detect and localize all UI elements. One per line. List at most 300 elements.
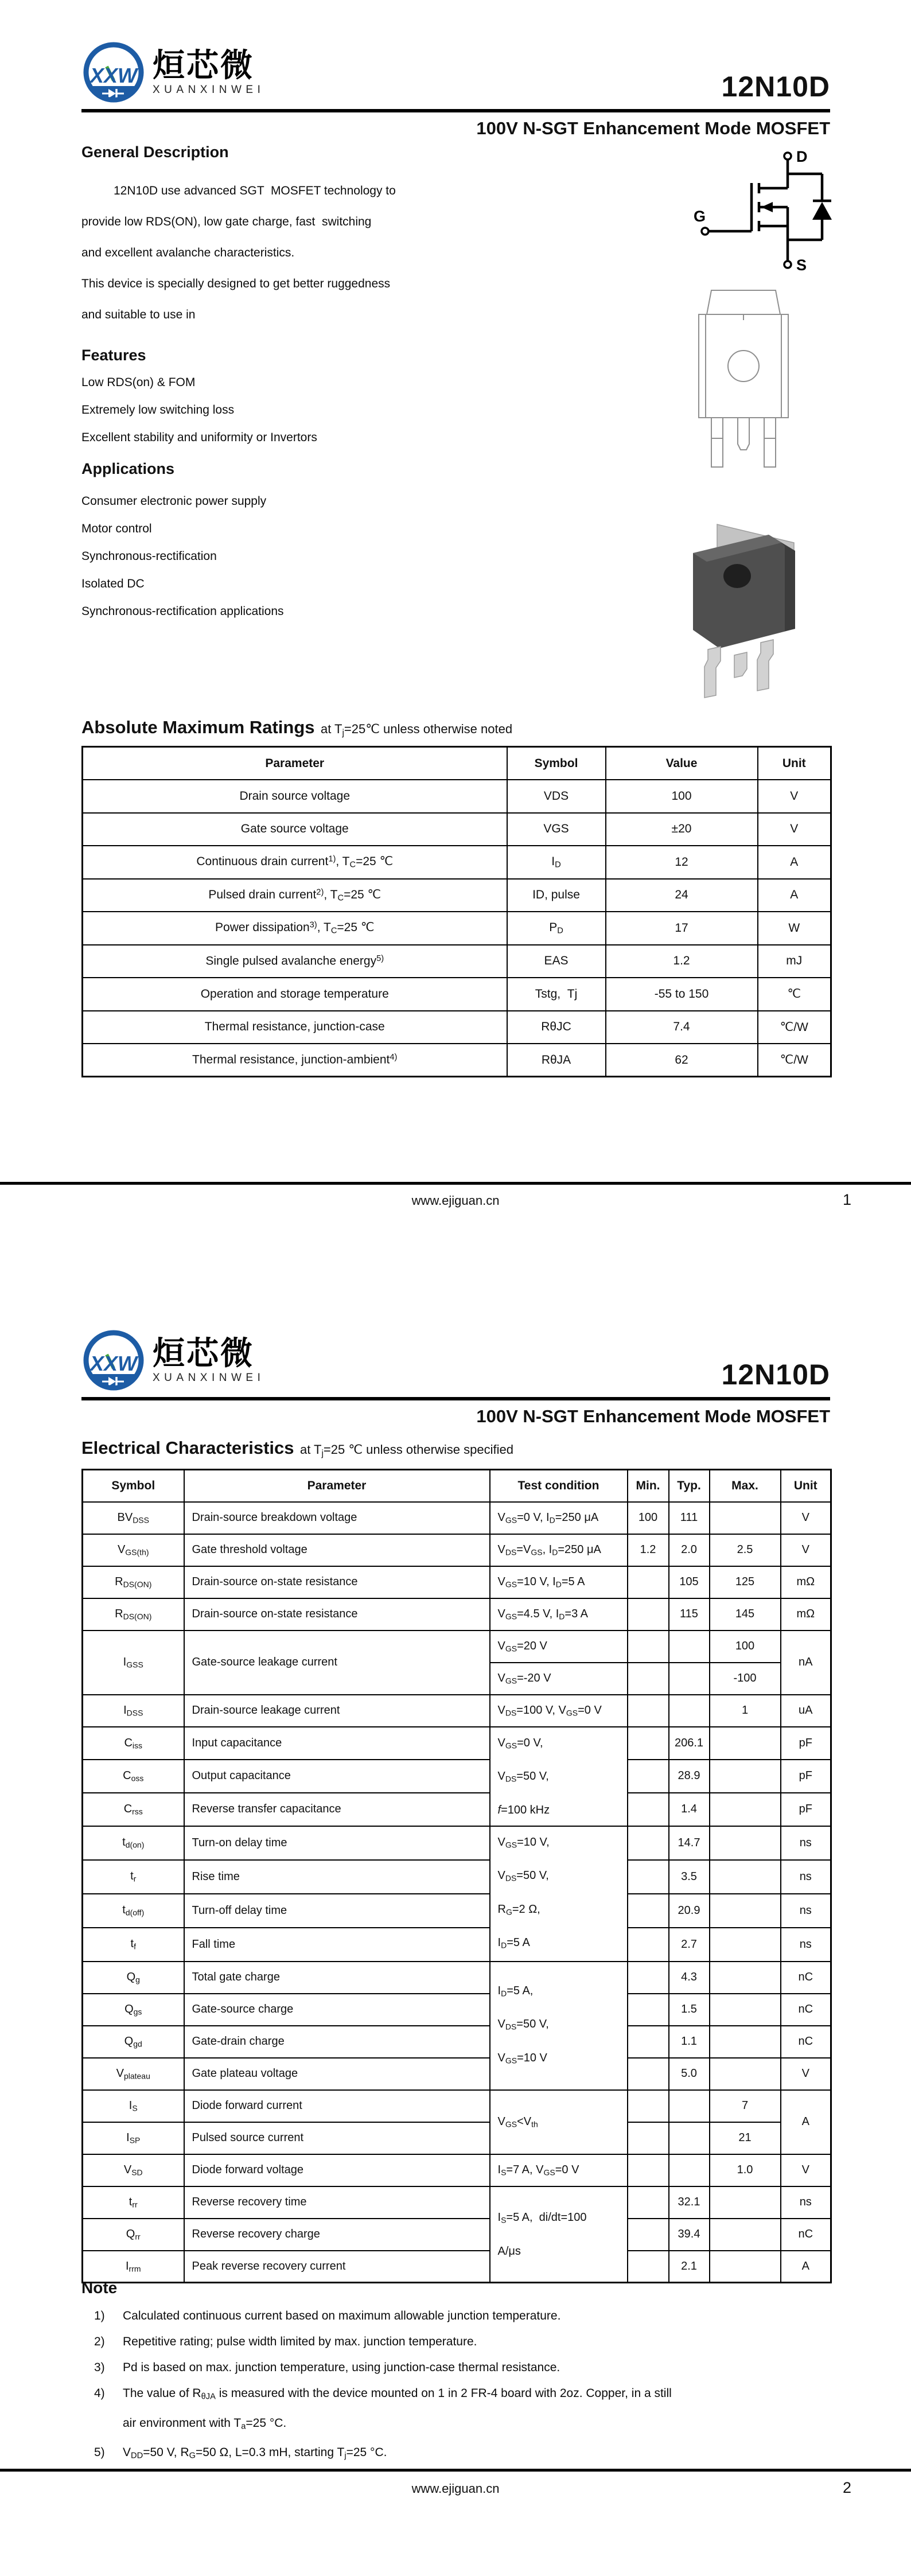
table-cell — [628, 1598, 669, 1631]
features-title: Features — [81, 347, 146, 364]
table-cell: Fall time — [184, 1928, 490, 1962]
column-header: Typ. — [669, 1470, 710, 1502]
table-cell — [710, 2186, 781, 2219]
table-row — [83, 1928, 831, 1962]
pin-label-source: S — [796, 256, 807, 274]
table-header-row — [83, 747, 831, 780]
table-row — [83, 2251, 831, 2283]
column-header: Symbol — [507, 747, 606, 780]
note-number: 3) — [94, 2361, 105, 2374]
general-description-text — [81, 176, 529, 330]
table-cell: 5.0 — [669, 2058, 710, 2090]
table-cell: V — [781, 1534, 831, 1566]
table-cell: $V_{GS}=10$ V, $I_D=5$ A — [490, 1566, 628, 1598]
table-cell: V — [758, 813, 831, 846]
features-list — [81, 369, 529, 452]
table-cell — [628, 2058, 669, 2090]
header-rule — [81, 1397, 830, 1400]
column-header: Value — [606, 747, 758, 780]
table-cell: Reverse recovery charge — [184, 2219, 490, 2251]
table-cell: $V_{DS}=V_{GS}$, $I_D=250$ μA — [490, 1534, 628, 1566]
application-item: Consumer electronic power supply — [81, 495, 267, 508]
table-cell: nC — [781, 2026, 831, 2058]
table-cell: nC — [781, 1962, 831, 1994]
page-subtitle: 100V N-SGT Enhancement Mode MOSFET — [476, 1406, 830, 1426]
footer-website: www.ejiguan.cn — [411, 1193, 500, 1208]
table-cell — [710, 1894, 781, 1928]
application-item: Motor control — [81, 522, 152, 535]
table-cell — [710, 2058, 781, 2090]
table-cell — [710, 1994, 781, 2026]
table-cell: $I_{rrm}$ — [83, 2251, 184, 2283]
table-row — [83, 1760, 831, 1793]
table-row — [83, 1566, 831, 1598]
mosfet-symbol-diagram — [691, 148, 881, 274]
table-cell: A — [758, 846, 831, 879]
table-row — [83, 945, 831, 978]
table-cell: 100 — [628, 1502, 669, 1534]
table-cell: $C_{oss}$ — [83, 1760, 184, 1793]
table-cell: $I_{GSS}$ — [83, 1631, 184, 1695]
table-cell: $V_{GS}=0$ V, $V_{DS}=50$ V, f=100 kHz — [490, 1727, 628, 1826]
table-cell: $V_{GS}=4.5$ V, $I_D=3$ A — [490, 1598, 628, 1631]
table-row — [83, 1994, 831, 2026]
table-cell — [669, 1631, 710, 1663]
table-cell: 1.0 — [710, 2154, 781, 2186]
table-cell: 2.1 — [669, 2251, 710, 2283]
table-cell — [628, 1631, 669, 1663]
table-row — [83, 1598, 831, 1631]
table-cell: mJ — [758, 945, 831, 978]
table-cell: Thermal resistance, junction-case — [83, 1011, 507, 1044]
table-cell: RθJA — [507, 1044, 606, 1077]
electrical-characteristics-title-suffix: at $T_j=25$ ℃ unless otherwise specified — [299, 1442, 513, 1458]
table-cell: 1.2 — [606, 945, 758, 978]
table-cell: 28.9 — [669, 1760, 710, 1793]
table-cell: V — [781, 1502, 831, 1534]
column-header: Min. — [628, 1470, 669, 1502]
general-description-title: General Description — [81, 143, 229, 161]
table-cell: Drain-source leakage current — [184, 1695, 490, 1727]
table-cell: Output capacitance — [184, 1760, 490, 1793]
table-cell: ns — [781, 2186, 831, 2219]
table-cell: ℃/W — [758, 1044, 831, 1077]
table-cell: Turn-off delay time — [184, 1894, 490, 1928]
table-cell — [669, 2122, 710, 2154]
table-cell: 2.7 — [669, 1928, 710, 1962]
table-row — [83, 978, 831, 1011]
applications-title: Applications — [81, 460, 175, 477]
note-item — [86, 2439, 838, 2469]
table-row — [83, 2154, 831, 2186]
table-cell: $V_{GS}=-20$ V — [490, 1663, 628, 1695]
table-cell: VGS — [507, 813, 606, 846]
brand-monogram: XXW — [89, 1352, 138, 1375]
table-cell: ±20 — [606, 813, 758, 846]
brand-name-cn: 烜芯微 — [153, 1335, 254, 1371]
table-cell: 2.0 — [669, 1534, 710, 1566]
table-cell — [628, 1663, 669, 1695]
table-cell: $t_{d(on)}$ — [83, 1826, 184, 1860]
table-cell: V — [781, 2154, 831, 2186]
abs-max-title: Absolute Maximum Ratings — [81, 717, 315, 737]
table-cell: $t_{d(off)}$ — [83, 1894, 184, 1928]
table-cell — [669, 1663, 710, 1695]
table-cell: ns — [781, 1860, 831, 1894]
table-row — [83, 1860, 831, 1894]
note-number: 1) — [94, 2309, 105, 2322]
table-cell: 2.5 — [710, 1534, 781, 1566]
table-cell: Drain-source breakdown voltage — [184, 1502, 490, 1534]
table-cell: $C_{rss}$ — [83, 1793, 184, 1826]
table-cell — [710, 1860, 781, 1894]
feature-item: Low RDS(on) & FOM — [81, 376, 196, 389]
header-rule — [81, 109, 830, 112]
footer-rule — [0, 1182, 911, 1185]
note-text: $V_{DD}=50$ V, $R_G=50$ Ω, L=0.3 mH, starting $T_j=25$ °C. — [123, 2446, 387, 2461]
table-cell: 7 — [710, 2090, 781, 2122]
abs-max-title-suffix: at $T_j=25℃$ unless otherwise noted — [320, 722, 513, 738]
table-header-row — [83, 1470, 831, 1502]
table-cell: nC — [781, 2219, 831, 2251]
table-cell: $Q_{gd}$ — [83, 2026, 184, 2058]
table-cell: V — [758, 780, 831, 813]
table-cell — [628, 1727, 669, 1760]
page-number: 2 — [842, 2479, 851, 2496]
page-2 — [0, 1288, 911, 2576]
table-cell: $R_{DS(ON)}$ — [83, 1598, 184, 1631]
table-cell: 100 — [606, 780, 758, 813]
table-row — [83, 1534, 831, 1566]
table-cell: 39.4 — [669, 2219, 710, 2251]
table-cell: 105 — [669, 1566, 710, 1598]
package-3d-image — [682, 512, 808, 721]
table-cell: pF — [781, 1727, 831, 1760]
table-cell: ns — [781, 1928, 831, 1962]
table-row — [83, 813, 831, 846]
table-cell: 111 — [669, 1502, 710, 1534]
table-cell — [710, 1793, 781, 1826]
note-number: 2) — [94, 2335, 105, 2348]
table-cell: 7.4 — [606, 1011, 758, 1044]
table-row — [83, 1502, 831, 1534]
page-number: 1 — [842, 1191, 851, 1208]
table-row — [83, 2058, 831, 2090]
table-cell: $C_{iss}$ — [83, 1727, 184, 1760]
table-row — [83, 2186, 831, 2219]
note-title: Note — [81, 2279, 118, 2297]
table-cell: Thermal resistance, junction-ambient$^{4)}$ — [83, 1044, 507, 1077]
brand-name-en: XUANXINWEI — [153, 1372, 265, 1384]
column-header: Unit — [758, 747, 831, 780]
table-cell: Tstg, Tj — [507, 978, 606, 1011]
table-cell: 145 — [710, 1598, 781, 1631]
note-item — [86, 2355, 838, 2380]
table-cell — [628, 1760, 669, 1793]
table-cell: Diode forward current — [184, 2090, 490, 2122]
table-cell — [710, 1826, 781, 1860]
table-cell: $V_{GS}=20$ V — [490, 1631, 628, 1663]
brand-text — [153, 49, 264, 96]
column-header: Symbol — [83, 1470, 184, 1502]
table-cell: nC — [781, 1994, 831, 2026]
table-cell: 4.3 — [669, 1962, 710, 1994]
table-row — [83, 780, 831, 813]
applications-list — [81, 488, 529, 625]
table-cell — [710, 2026, 781, 2058]
table-cell: Reverse transfer capacitance — [184, 1793, 490, 1826]
table-row — [83, 1826, 831, 1860]
table-cell: 14.7 — [669, 1826, 710, 1860]
application-item: Isolated DC — [81, 577, 145, 590]
table-row — [83, 2090, 831, 2122]
table-cell — [628, 1566, 669, 1598]
table-cell: ns — [781, 1894, 831, 1928]
table-cell: 1.5 — [669, 1994, 710, 2026]
table-row — [83, 846, 831, 879]
table-cell: $V_{DS}=100$ V, $V_{GS}=0$ V — [490, 1695, 628, 1727]
table-cell: 1.2 — [628, 1534, 669, 1566]
table-cell — [710, 2219, 781, 2251]
table-cell: ID, pulse — [507, 879, 606, 912]
table-cell: Pulsed drain current$^{2)}$, $T_C=25$ ℃ — [83, 879, 507, 912]
table-row — [83, 1962, 831, 1994]
table-cell — [710, 1502, 781, 1534]
description-line: provide low RDS(ON), low gate charge, fast switching — [81, 215, 372, 228]
table-row — [83, 1631, 831, 1663]
table-cell: ℃ — [758, 978, 831, 1011]
note-text: Pd is based on max. junction temperature, using junction-case thermal resistance. — [123, 2361, 560, 2374]
table-cell: 1.1 — [669, 2026, 710, 2058]
electrical-characteristics-heading — [81, 1438, 513, 1459]
part-number: 12N10D — [721, 1359, 830, 1391]
description-line: and suitable to use in — [81, 308, 196, 321]
table-cell: 1.4 — [669, 1793, 710, 1826]
package-outline-drawing — [686, 285, 801, 480]
table-cell — [628, 2122, 669, 2154]
table-cell: 206.1 — [669, 1727, 710, 1760]
footer-rule — [0, 2469, 911, 2472]
column-header: Test condition — [490, 1470, 628, 1502]
table-cell: 125 — [710, 1566, 781, 1598]
table-cell: Power dissipation$^{3)}$, $T_C=25$ ℃ — [83, 912, 507, 945]
column-header: Parameter — [83, 747, 507, 780]
table-cell: $BV_{DSS}$ — [83, 1502, 184, 1534]
table-cell — [628, 2186, 669, 2219]
table-cell — [710, 1928, 781, 1962]
brand-logo — [81, 1328, 264, 1394]
table-cell — [628, 1994, 669, 2026]
column-header: Max. — [710, 1470, 781, 1502]
table-cell: Gate threshold voltage — [184, 1534, 490, 1566]
note-item — [86, 2303, 838, 2329]
table-cell — [669, 2154, 710, 2186]
table-cell: $Q_{gs}$ — [83, 1994, 184, 2026]
table-cell: nA — [781, 1631, 831, 1695]
table-cell — [628, 1894, 669, 1928]
table-cell: Gate plateau voltage — [184, 2058, 490, 2090]
table-row — [83, 879, 831, 912]
table-cell: $t_{rr}$ — [83, 2186, 184, 2219]
table-row — [83, 1695, 831, 1727]
table-cell: Reverse recovery time — [184, 2186, 490, 2219]
table-cell — [710, 2251, 781, 2283]
table-cell: VDS — [507, 780, 606, 813]
table-cell: 62 — [606, 1044, 758, 1077]
table-cell: RθJC — [507, 1011, 606, 1044]
note-text: The value of $R_{\theta JA}$ is measured with the device mounted on 1 in 2 FR-4 board with 2oz. Copper, in a still air environment with $T_a=25$ °C. — [123, 2387, 672, 2431]
note-text: Repetitive rating; pulse width limited by max. junction temperature. — [123, 2335, 477, 2348]
application-item: Synchronous-rectification applications — [81, 605, 284, 618]
table-cell — [669, 2090, 710, 2122]
table-cell: $V_{GS}=0$ V, $I_D=250$ μA — [490, 1502, 628, 1534]
table-cell — [628, 1962, 669, 1994]
pin-label-drain: D — [796, 148, 808, 165]
table-cell: $Q_g$ — [83, 1962, 184, 1994]
table-cell: Rise time — [184, 1860, 490, 1894]
table-cell: A — [781, 2251, 831, 2283]
table-cell: Continuous drain current$^{1)}$, $T_C=25$ ℃ — [83, 846, 507, 879]
brand-text — [153, 1337, 264, 1384]
table-cell: 115 — [669, 1598, 710, 1631]
table-cell: pF — [781, 1793, 831, 1826]
table-cell — [669, 1695, 710, 1727]
table-cell — [628, 1826, 669, 1860]
pin-label-gate: G — [694, 208, 706, 225]
brand-monogram: XXW — [89, 64, 138, 87]
brand-name-cn: 烜芯微 — [153, 47, 254, 83]
column-header: Parameter — [184, 1470, 490, 1502]
table-cell: Drain-source on-state resistance — [184, 1566, 490, 1598]
description-line: This device is specially designed to get better ruggedness — [81, 277, 391, 290]
table-cell: Drain-source on-state resistance — [184, 1598, 490, 1631]
table-cell: Total gate charge — [184, 1962, 490, 1994]
abs-max-heading — [81, 717, 512, 738]
table-cell: $Q_{rr}$ — [83, 2219, 184, 2251]
absolute-maximum-ratings-table — [81, 746, 832, 1077]
brand-logo — [81, 40, 264, 106]
table-cell — [628, 2154, 669, 2186]
table-cell: $V_{SD}$ — [83, 2154, 184, 2186]
table-row — [83, 1894, 831, 1928]
table-cell: $V_{GS}=10$ V, $V_{DS}=50$ V, $R_G=2$ Ω, $I_D=5$ A — [490, 1826, 628, 1962]
table-cell: 1 — [710, 1695, 781, 1727]
table-cell: Operation and storage temperature — [83, 978, 507, 1011]
table-cell: Gate-drain charge — [184, 2026, 490, 2058]
description-line: 12N10D use advanced SGT MOSFET technology to — [114, 184, 396, 197]
table-row — [83, 1011, 831, 1044]
note-number: 4) — [94, 2387, 105, 2400]
table-cell: Gate-source leakage current — [184, 1631, 490, 1695]
table-cell: Diode forward voltage — [184, 2154, 490, 2186]
table-cell: $V_{GS(th)}$ — [83, 1534, 184, 1566]
note-text: Calculated continuous current based on maximum allowable junction temperature. — [123, 2309, 561, 2322]
table-cell — [628, 1928, 669, 1962]
table-cell: $t_r$ — [83, 1860, 184, 1894]
table-cell: $I_{SP}$ — [83, 2122, 184, 2154]
brand-name-en: XUANXINWEI — [153, 84, 265, 96]
table-cell: $I_S$ — [83, 2090, 184, 2122]
table-cell — [628, 2251, 669, 2283]
table-cell: W — [758, 912, 831, 945]
part-number: 12N10D — [721, 71, 830, 103]
table-row — [83, 1793, 831, 1826]
table-cell: 21 — [710, 2122, 781, 2154]
table-cell: mΩ — [781, 1566, 831, 1598]
table-cell: ns — [781, 1826, 831, 1860]
table-cell — [628, 2219, 669, 2251]
table-cell: $I_S=7$ A, $V_{GS}=0$ V — [490, 2154, 628, 2186]
table-cell: A — [758, 879, 831, 912]
footer-website: www.ejiguan.cn — [411, 2481, 500, 2496]
table-cell: $I_S=5$ A, di/dt=100 A/μs — [490, 2186, 628, 2283]
application-item: Synchronous-rectification — [81, 550, 217, 563]
description-line: and excellent avalanche characteristics. — [81, 246, 295, 259]
table-row — [83, 2219, 831, 2251]
table-cell: 24 — [606, 879, 758, 912]
column-header: Unit — [781, 1470, 831, 1502]
table-cell: $P_D$ — [507, 912, 606, 945]
table-cell: Peak reverse recovery current — [184, 2251, 490, 2283]
note-item — [86, 2380, 838, 2439]
table-cell: 100 — [710, 1631, 781, 1663]
table-cell: 12 — [606, 846, 758, 879]
table-row — [83, 1044, 831, 1077]
table-cell — [710, 1760, 781, 1793]
table-cell — [628, 1793, 669, 1826]
table-cell: EAS — [507, 945, 606, 978]
table-cell: Gate-source charge — [184, 1994, 490, 2026]
table-cell: Pulsed source current — [184, 2122, 490, 2154]
page-subtitle: 100V N-SGT Enhancement Mode MOSFET — [476, 118, 830, 138]
table-cell — [710, 1962, 781, 1994]
table-cell: $I_D=5$ A, $V_{DS}=50$ V, $V_{GS}=10$ V — [490, 1962, 628, 2090]
feature-item: Extremely low switching loss — [81, 403, 235, 417]
table-cell: 17 — [606, 912, 758, 945]
brand-logo-icon — [81, 40, 146, 106]
table-cell: $I_{DSS}$ — [83, 1695, 184, 1727]
table-cell: pF — [781, 1760, 831, 1793]
table-cell: A — [781, 2090, 831, 2154]
note-item — [86, 2329, 838, 2355]
table-row — [83, 1727, 831, 1760]
table-cell: $I_D$ — [507, 846, 606, 879]
table-cell — [628, 2090, 669, 2122]
table-cell: V — [781, 2058, 831, 2090]
table-cell: Single pulsed avalanche energy$^{5)}$ — [83, 945, 507, 978]
table-cell: $V_{GS}<V_{th}$ — [490, 2090, 628, 2154]
electrical-characteristics-table — [81, 1469, 832, 2283]
table-cell: mΩ — [781, 1598, 831, 1631]
table-cell: 20.9 — [669, 1894, 710, 1928]
table-cell — [710, 1727, 781, 1760]
table-cell: -100 — [710, 1663, 781, 1695]
table-row — [83, 2122, 831, 2154]
table-cell: $R_{DS(ON)}$ — [83, 1566, 184, 1598]
table-cell: -55 to 150 — [606, 978, 758, 1011]
note-number: 5) — [94, 2446, 105, 2460]
table-cell — [628, 1695, 669, 1727]
feature-item: Excellent stability and uniformity or Invertors — [81, 431, 317, 444]
note-list — [86, 2303, 838, 2469]
table-cell: 3.5 — [669, 1860, 710, 1894]
table-cell: Turn-on delay time — [184, 1826, 490, 1860]
table-cell: ℃/W — [758, 1011, 831, 1044]
table-cell — [628, 1860, 669, 1894]
table-cell: $V_{plateau}$ — [83, 2058, 184, 2090]
table-cell: 32.1 — [669, 2186, 710, 2219]
table-row — [83, 2026, 831, 2058]
